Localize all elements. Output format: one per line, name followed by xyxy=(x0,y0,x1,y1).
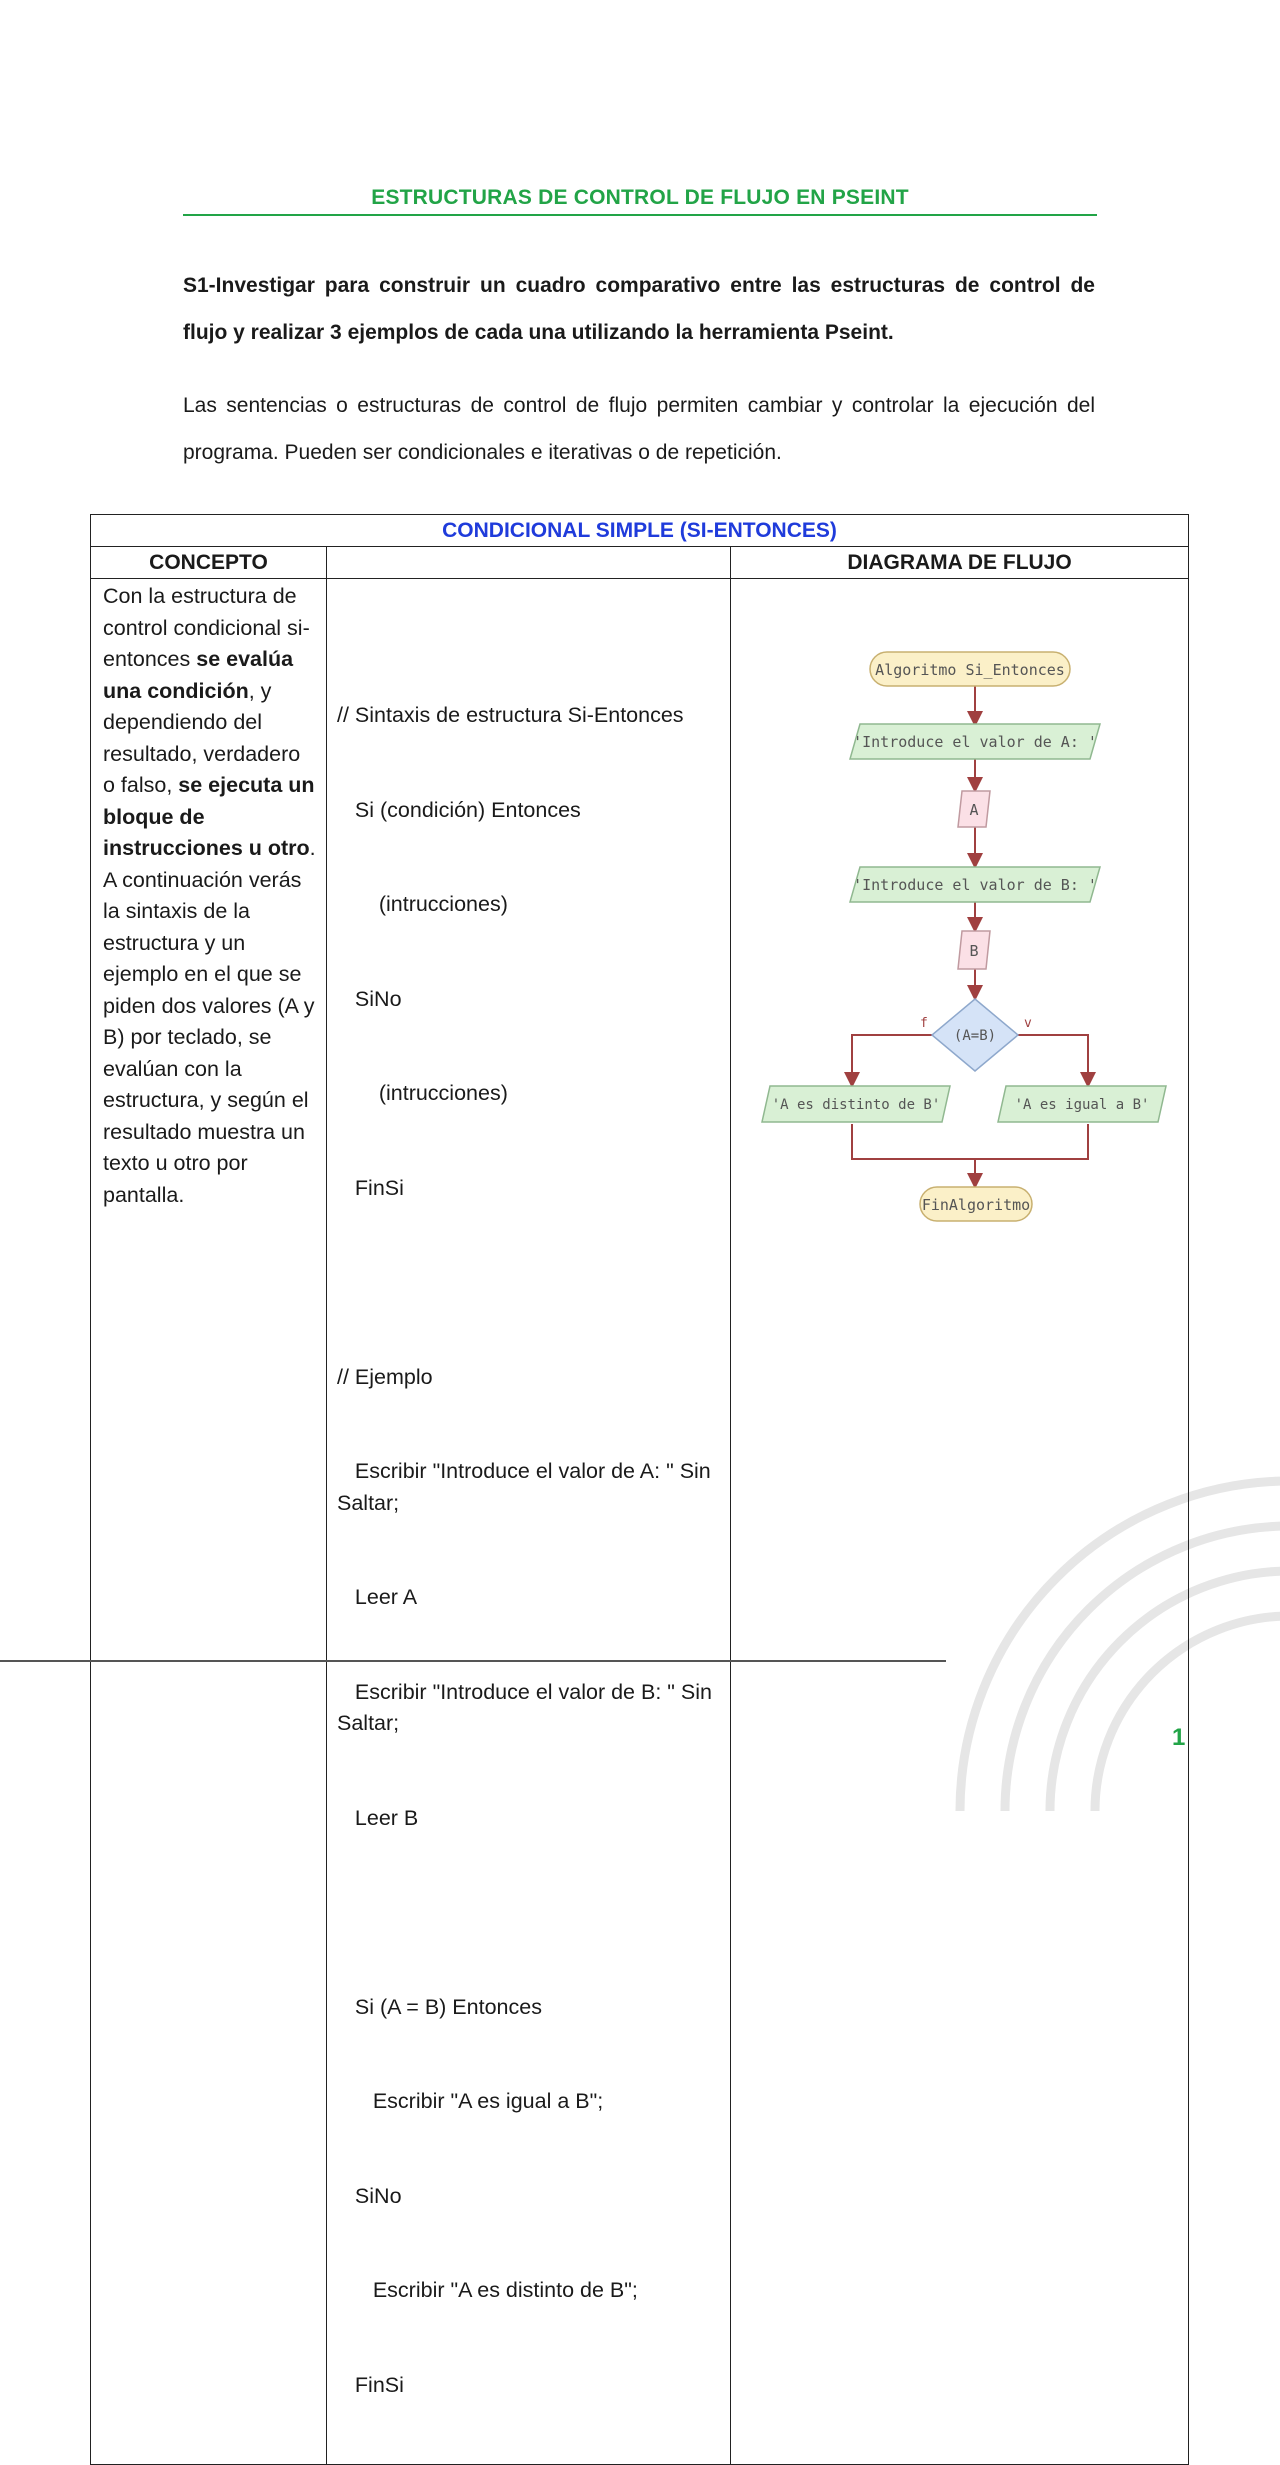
flow-read-b-label: B xyxy=(969,942,979,960)
code-line xyxy=(337,1897,722,1929)
title-underline xyxy=(183,214,1097,216)
code-line: (intrucciones) xyxy=(337,892,508,916)
flow-out-false-label: 'A es distinto de B' xyxy=(771,1097,940,1113)
header-concept: CONCEPTO xyxy=(91,547,327,579)
flowchart xyxy=(750,619,1170,1239)
flow-read-a-label: A xyxy=(969,801,979,819)
page-number: 1 xyxy=(1172,1724,1186,1751)
code-line: FinSi xyxy=(337,1175,404,1200)
header-diagram: DIAGRAMA DE FLUJO xyxy=(731,547,1189,579)
diagram-cell xyxy=(731,579,1189,2465)
code-line: Escribir "Introduce el valor de A: " Sin Saltar; xyxy=(337,1459,717,1515)
code-line: // Sintaxis de estructura Si-Entonces xyxy=(337,703,684,727)
code-line: (intrucciones) xyxy=(337,1081,508,1105)
concept-text: , y dependiendo del resultado, verdadero o falso, xyxy=(103,678,301,797)
code-line: SiNo xyxy=(337,986,402,1011)
code-line: Escribir "A es igual a B"; xyxy=(337,2089,604,2113)
code-cell xyxy=(327,579,731,2465)
page-title: ESTRUCTURAS DE CONTROL DE FLUJO EN PSEINT xyxy=(371,186,909,209)
flow-true-label: v xyxy=(1023,1016,1032,1031)
concept-text: . A continuación verás la sintaxis de la estructura y un ejemplo en el que se piden dos valores (A y B) por teclado, se evalúan con la estructura, y según el resultado muestra un texto u otro por pantalla. xyxy=(103,836,316,1207)
concept-cell xyxy=(91,579,327,2465)
concept-bold: se evalúa una condición xyxy=(103,647,294,703)
code-line: Leer A xyxy=(337,1585,418,1609)
code-line: Leer B xyxy=(337,1805,419,1830)
footer-rule xyxy=(0,1660,946,1662)
code-line xyxy=(337,1267,722,1299)
flow-prompt-a-label: 'Introduce el valor de A: ' xyxy=(852,733,1097,751)
code-line: SiNo xyxy=(337,2183,402,2208)
flow-false-label: f xyxy=(919,1016,928,1031)
concept-bold: se ejecuta un bloque de instrucciones u otro xyxy=(103,773,315,860)
header-code xyxy=(327,547,731,579)
intro-paragraph: Las sentencias o estructuras de control de flujo permiten cambiar y controlar la ejecución del programa. Pueden ser condicionales e iterativas o de repetición. xyxy=(183,394,1095,464)
flow-start-label: Algoritmo Si_Entonces xyxy=(874,661,1065,679)
code-line: FinSi xyxy=(337,2372,404,2397)
flow-out-true-label: 'A es igual a B' xyxy=(1014,1097,1149,1113)
task-statement: S1-Investigar para construir un cuadro comparativo entre las estructuras de control de flujo y realizar 3 ejemplos de cada una utilizando la herramienta Pseint. xyxy=(183,274,1095,344)
table-title: CONDICIONAL SIMPLE (SI-ENTONCES) xyxy=(91,515,1189,547)
code-line: Escribir "Introduce el valor de B: " Sin Saltar; xyxy=(337,1679,718,1735)
comparison-table xyxy=(90,514,1189,2465)
concept-text: Con la estructura de control condicional si-entonces xyxy=(103,584,310,671)
code-line: Si (A = B) Entonces xyxy=(337,1994,542,2019)
code-line: // Ejemplo xyxy=(337,1364,433,1389)
flow-prompt-b-label: 'Introduce el valor de B: ' xyxy=(852,876,1097,894)
flow-end-label: FinAlgoritmo xyxy=(921,1196,1030,1214)
flow-condition-label: (A=B) xyxy=(953,1028,996,1044)
code-line: Si (condición) Entonces xyxy=(337,797,581,822)
code-line: Escribir "A es distinto de B"; xyxy=(337,2278,638,2302)
